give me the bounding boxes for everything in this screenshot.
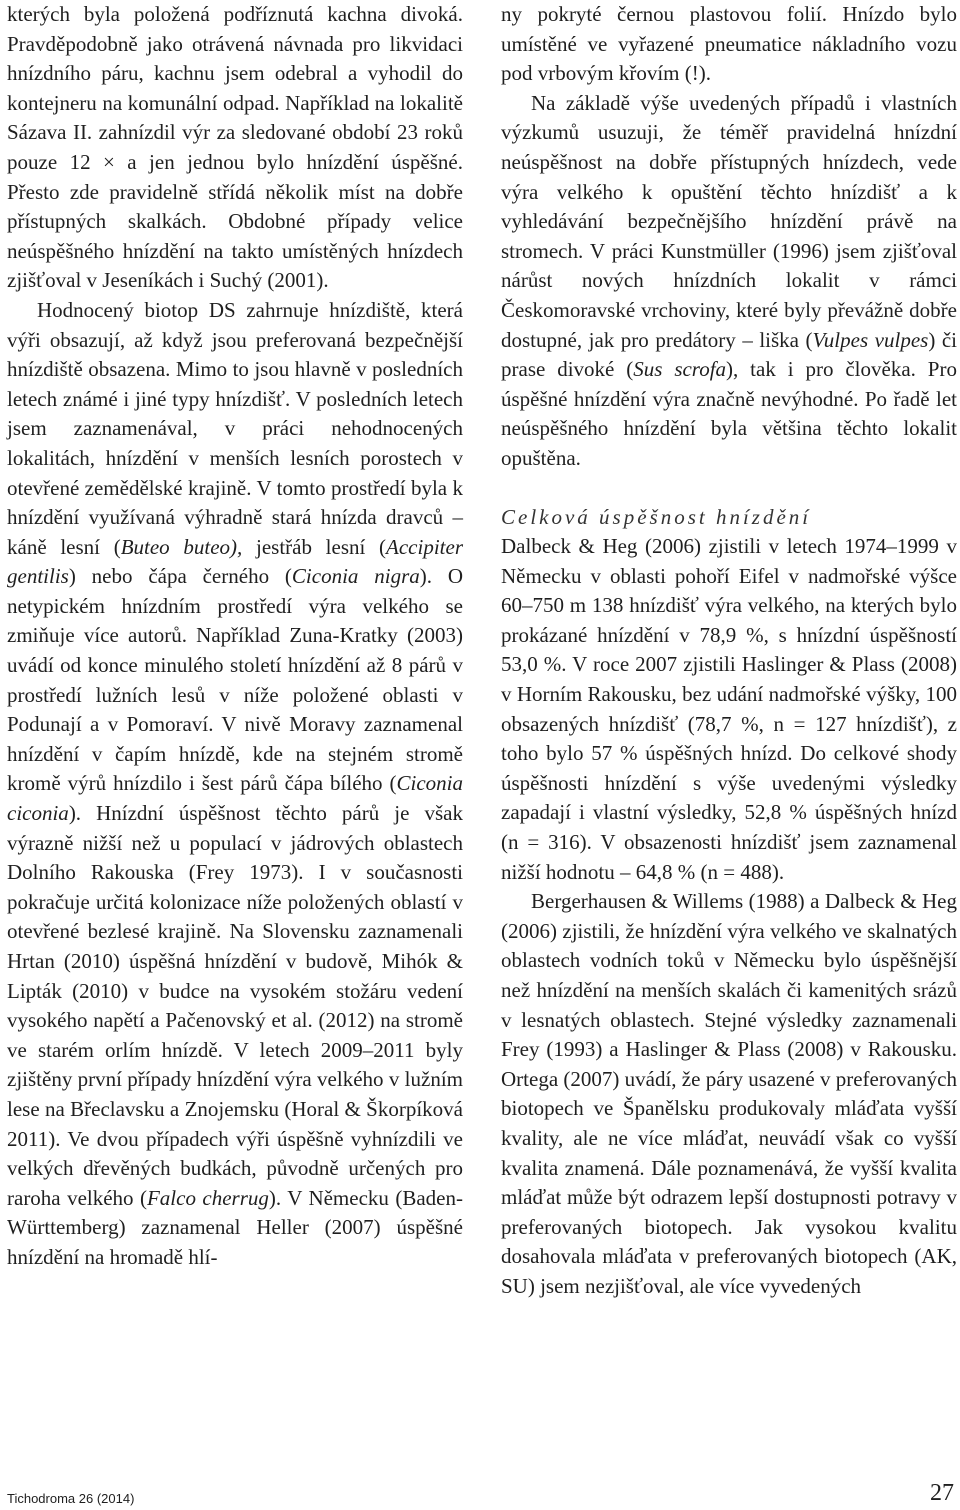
- left-column: [7, 0, 463, 1273]
- species-name: Accipiter gentilis: [7, 534, 463, 589]
- text-segment: ), tak i pro člověka. Pro úspěšné hnízdění výra značně nevýhodné. Po řadě let neúspěšného hnízdění byla většina těchto lokalit opuštěna.: [501, 357, 957, 470]
- species-name: Vulpes vulpes: [812, 327, 929, 352]
- species-name: Ciconia ciconia: [7, 771, 463, 826]
- text-segment: Hodnocený biotop DS zahrnuje hnízdiště, která výři obsazují, až když jsou preferovaná bezpečnější hnízdiště obsazena. Mimo to jsou hlavně v posledních letech známé i jiné typy hnízdišť. V posledních letech jsem zaznamenával, v práci nehodnocených lokalitách, hnízdění v menších lesních porostech v otevřené zemědělské krajině. V tomto prostředí byla k hnízdění využívaná výhradně stará hnízda dravců – káně lesní (: [7, 297, 463, 559]
- right-column: [501, 0, 957, 1302]
- text-segment: Na základě výše uvedených případů i vlastních výzkumů usuzuji, že téměř pravidelná hnízdní neúspěšnost na dobře přístupných hnízdech, vede výra velkého k opuštění těchto hnízdišť a k vyhledávání bezpečnějšího hnízdění právě na stromech. V práci Kunstmüller (1996) jsem zjišťoval nárůst nových hnízdních lokalit v rámci Českomoravské vrchoviny, které byly převážně dobře dostupné, jak pro predátory – liška (: [501, 90, 957, 352]
- paragraph-continuation: ny pokryté černou plastovou folií. Hnízdo bylo umístěné ve vyřazené pneumatice nákladního vozu pod vrbovým křovím (!).: [501, 2, 957, 86]
- text-segment: jestřáb lesní (: [242, 534, 387, 559]
- text-segment: ). Hnízdní úspěšnost těchto párů je však výrazně nižší než u populací v jádrových oblastech Dolního Rakouska (Frey 1973). I v současnosti pokračuje určitá kolonizace níže položených oblastí v otevřené bezlesé krajině. Na Slovensku zaznamenali Hrtan (2010) úspěšná hnízdění v budově, Mihók & Lipták (2010) v budce na vysokém stožáru vedení vysokého napětí a Pačenovský et al. (2012) na stromě ve starém orlím hnízdě. V letech 2009–2011 byly zjištěny první případy hnízdění výra velkého v lužním lese na Břeclavsku a Znojemsku (Horal & Škorpíková 2011). Ve dvou případech výři úspěšně vyhnízdili ve velkých dřevěných budkách, původně určených pro raroha velkého (: [7, 801, 463, 1210]
- text-segment: ). O netypickém hnízdním prostředí výra velkého se zmiňuje více autorů. Například Zuna-Kratky (2003) uvádí od konce minulého století hnízdění až 8 párů v prostředí lužních lesů v níže položené oblasti v Podunají a v Pomoraví. V nivě Moravy zaznamenal hnízdění v čapím hnízdě, kde na stejném stromě kromě výrů hnízdilo i šest párů čápa bílého (: [7, 564, 463, 796]
- species-name: Buteo buteo),: [120, 534, 243, 559]
- paragraph-4: Bergerhausen & Willems (1988) a Dalbeck & Heg (2006) zjistili, že hnízdění výra velkého ve skalnatých oblastech vodních toků v Německu bylo úspěšnější než hnízdění na menších skalách či kamenitých srázů v lesnatých oblastech. Stejné výsledky zaznamenali Frey (1993) a Haslinger & Plass (2008) v Rakousku. Ortega (2007) uvádí, že páry usazené v preferovaných biotopech ve Španělsku produkovaly mláďata vyšší kvality, ale ne více mláďat, neuvádí však co vyšší kvalita znamená. Dále poznamenává, že vyšší kvalita mláďat může být odrazem lepší dostupnosti potravy v preferovaných biotopech. Jak vysokou kvalitu dosahovala mláďata v preferovaných biotopech (AK, SU) jsem nezjišťoval, ale více vyvedených: [501, 889, 957, 1298]
- paragraph-1: kterých byla položená podříznutá kachna divoká. Pravděpodobně jako otrávená návnada pro likvidaci hnízdního páru, kachnu jsem odebral a vyhodil do kontejneru na komunální odpad. Například na lokalitě Sázava II. zahnízdil výr za sledované období 23 roků pouze 12 × a jen jednou bylo hnízdění úspěšné. Přesto zde pravidelně střídá několik míst na dobře přístupných skalkách. Obdobné případy velice neúspěšného hnízdění na takto umístěných hnízdech zjišťoval v Jeseníkách i Suchý (2001).: [7, 2, 463, 293]
- paragraph-3: Dalbeck & Heg (2006) zjistili v letech 1974–1999 v Německu v oblasti pohoří Eifel v nadmořské výšce 60–750 m 138 hnízdišť výra velkého, na kterých bylo prokázané hnízdění v 78,9 %, s hnízdní úspěšností 53,0 %. V roce 2007 zjistili Haslinger & Plass (2008) v Horním Rakousku, bez udání nadmořské výšky, 100 obsazených hnízdišť (78,7 %, n = 127 hnízdišť), z toho bylo 57 % úspěšných hnízd. Do celkové shody úspěšnosti hnízdění s výše uvedenými výsledky zapadají i vlastní výsledky, 52,8 % úspěšných hnízd (n = 316). V obsazenosti hnízdišť jsem zaznamenal nižší hodnotu – 64,8 % (n = 488).: [501, 534, 957, 884]
- text-segment: ) či prase divoké (: [501, 327, 957, 382]
- section-heading: Celková úspěšnost hnízdění: [501, 504, 812, 529]
- page-number: 27: [930, 1480, 954, 1506]
- paragraph-2: [7, 296, 463, 1273]
- journal-citation: Tichodroma 26 (2014): [7, 1491, 135, 1506]
- species-name: Falco cherrug: [146, 1185, 269, 1210]
- paragraph-2: [501, 89, 957, 474]
- text-segment: ) nebo čápa černého (: [68, 564, 292, 589]
- species-name: Ciconia nigra: [291, 564, 420, 589]
- species-name: Sus scrofa: [633, 357, 727, 382]
- text-segment: ). V Německu (Baden-Württemberg) zaznamenal Heller (2007) úspěšné hnízdění na hromadě hlí-: [7, 1185, 463, 1269]
